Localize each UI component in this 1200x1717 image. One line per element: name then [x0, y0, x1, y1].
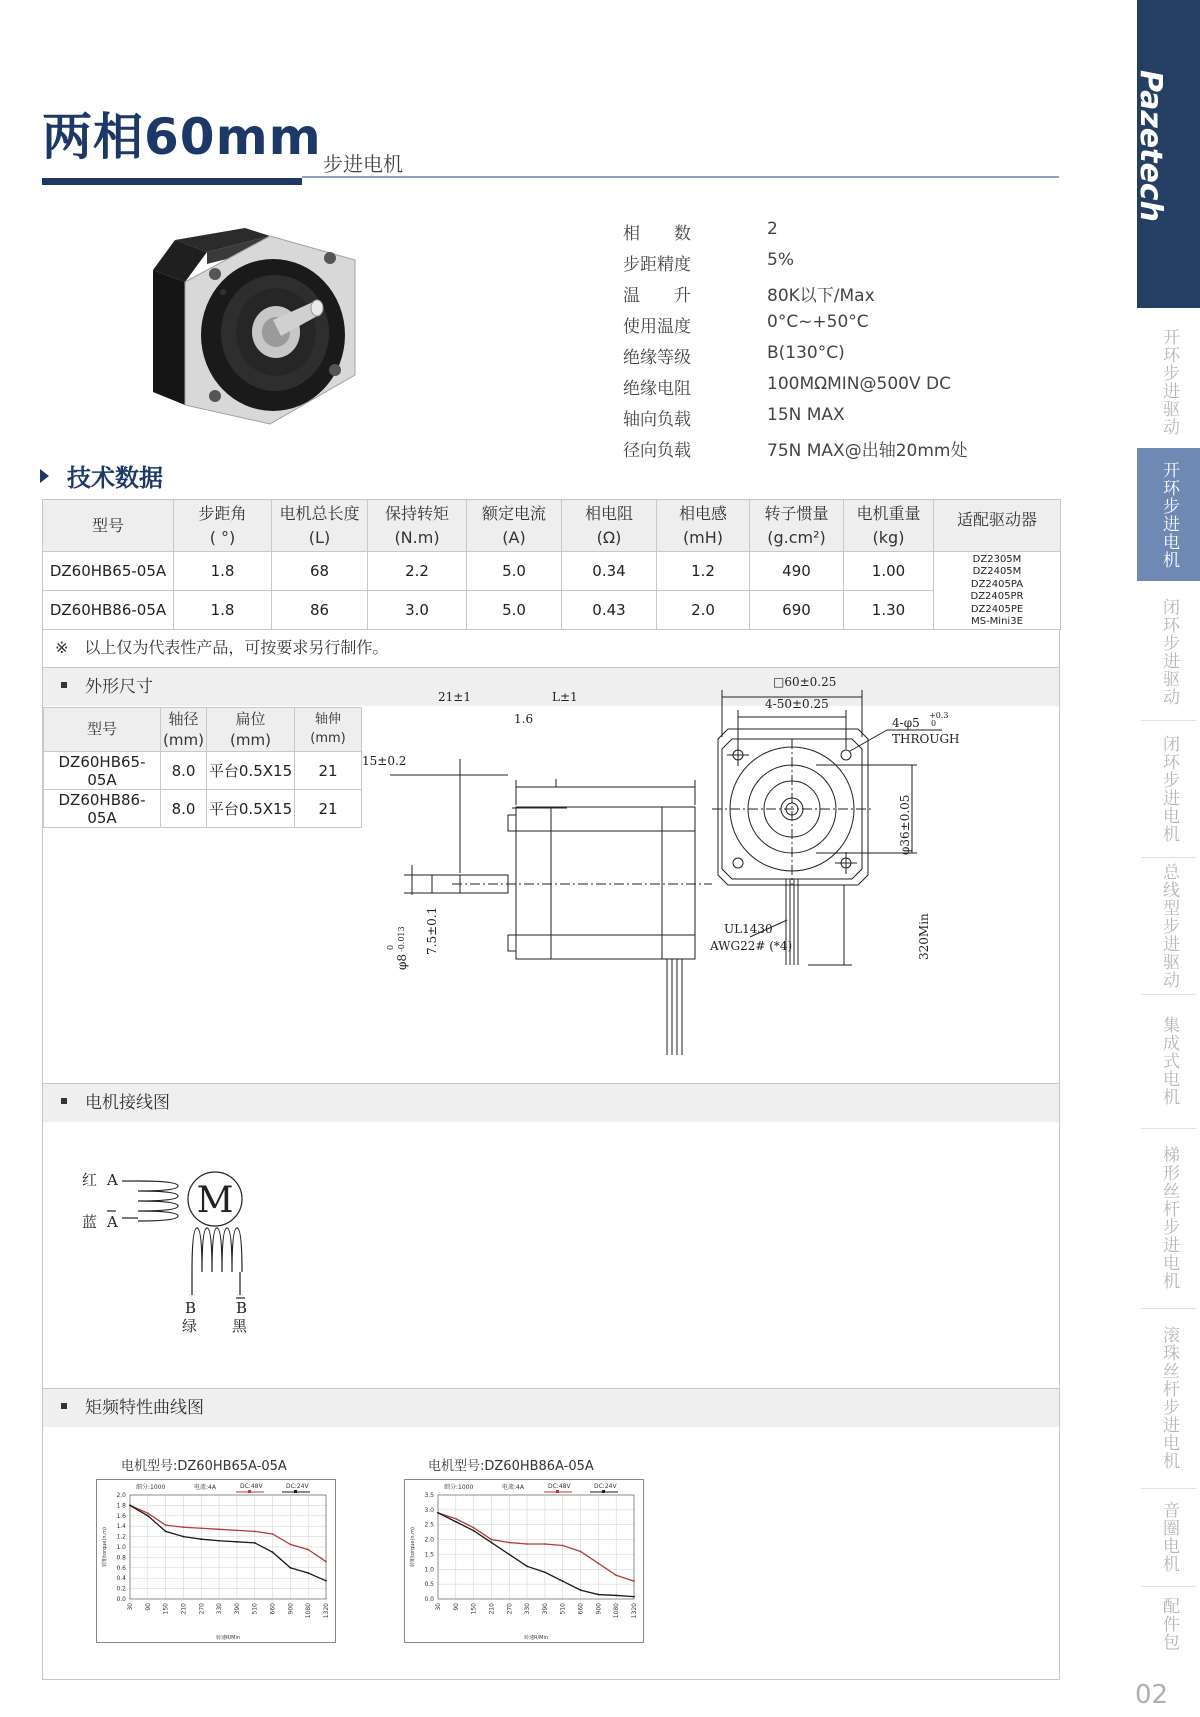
data-point — [491, 1542, 493, 1544]
spec-value: 75N MAX@出轴20mm处 — [767, 441, 968, 461]
column-header: 保持转矩 (N.m) — [368, 500, 467, 552]
x-tick-label: 390 — [233, 1603, 241, 1615]
wire-color-label: 绿 — [182, 1317, 198, 1335]
chart-title: 电机型号:DZ60HB86A-05A — [428, 1459, 594, 1474]
driver-item: DZ2405PE — [970, 603, 1024, 615]
column-header: 轴径 (mm) — [161, 708, 207, 752]
y-tick-label: 0.5 — [424, 1581, 434, 1589]
x-tick-label: 90 — [452, 1603, 460, 1611]
data-point — [307, 1549, 309, 1551]
page-subtitle: 步进电机 — [323, 152, 403, 176]
data-point — [254, 1531, 256, 1533]
sidebar-item-label: 总线型步进驱动 — [1159, 862, 1179, 989]
table-cell: 86 — [272, 591, 368, 630]
legend-marker — [602, 1490, 605, 1493]
spec-value: 15N MAX — [767, 405, 845, 425]
y-tick-label: 2.5 — [424, 1521, 434, 1529]
wire-label: A — [107, 1213, 118, 1231]
data-point — [289, 1567, 291, 1569]
data-point — [615, 1595, 617, 1597]
data-point — [289, 1544, 291, 1546]
data-point — [437, 1512, 439, 1514]
sidebar-item-label: 音圈电机 — [1159, 1501, 1179, 1573]
driver-item: MS-Mini3E — [971, 616, 1023, 627]
table-cell: DZ60HB65-05A — [44, 752, 161, 790]
dim-label: -0.013 — [397, 926, 406, 952]
dim-label: 0 — [386, 944, 395, 950]
x-axis-label: 转速R/Min — [523, 1635, 549, 1641]
x-tick-label: 30 — [435, 1603, 442, 1611]
dim-label: 0 — [931, 719, 937, 728]
sidebar-item-label: 滚珠丝杆步进电机 — [1159, 1326, 1179, 1470]
legend-current: 电流:4A — [194, 1484, 216, 1491]
section-bar-curves — [42, 1389, 1060, 1427]
spec-row — [623, 250, 1043, 281]
x-tick-label: 1080 — [613, 1603, 621, 1619]
data-point — [597, 1594, 599, 1596]
y-tick-label: 2.0 — [116, 1492, 126, 1499]
wire-label: B — [185, 1299, 197, 1317]
x-tick-label: 90 — [144, 1603, 152, 1611]
data-point — [562, 1580, 564, 1582]
table-cell: 0.43 — [562, 591, 657, 630]
sidebar-item-open-loop-motor[interactable] — [1137, 448, 1200, 581]
square-bullet-icon — [61, 1403, 67, 1409]
wire-color-label: 红 — [82, 1171, 98, 1189]
spec-key: 温 升 — [623, 286, 691, 306]
data-point — [562, 1545, 564, 1547]
legend-marker — [248, 1490, 251, 1493]
spec-value: 5% — [767, 250, 794, 270]
y-tick-label: 1.0 — [116, 1544, 126, 1551]
dim-label: AWG22# (*4) — [710, 939, 793, 953]
data-point — [491, 1539, 493, 1541]
legend-marker — [556, 1490, 559, 1493]
data-point — [325, 1580, 327, 1582]
data-point — [580, 1551, 582, 1553]
data-point — [580, 1589, 582, 1591]
spec-row — [623, 436, 1043, 467]
tech-data-table — [42, 499, 1061, 630]
table-cell: 2.0 — [657, 591, 750, 630]
sidebar-item-label: 梯形丝杆步进电机 — [1159, 1146, 1179, 1290]
table-cell: 5.0 — [467, 552, 562, 591]
x-tick-label: 510 — [559, 1603, 567, 1615]
table-cell: 1.30 — [844, 591, 934, 630]
table-row — [44, 790, 362, 828]
data-point — [473, 1527, 475, 1529]
data-point — [526, 1565, 528, 1567]
driver-item: DZ2305M — [972, 553, 1022, 565]
data-point — [508, 1542, 510, 1544]
sidebar-item-integrated-motor[interactable] — [1137, 996, 1200, 1126]
y-tick-label: 1.8 — [116, 1502, 126, 1510]
table-cell: DZ60HB86-05A — [43, 591, 174, 630]
brand-block — [1133, 0, 1200, 308]
legend-series: DC:48V — [548, 1483, 571, 1490]
table-cell: 1.8 — [174, 591, 272, 630]
dim-label: L±1 — [552, 690, 578, 704]
column-header: 型号 — [43, 500, 174, 552]
table-cell: DZ60HB65-05A — [43, 552, 174, 591]
x-tick-label: 210 — [180, 1603, 188, 1615]
data-point — [633, 1580, 635, 1582]
y-tick-label: 0.0 — [424, 1596, 434, 1603]
y-axis-label: 转矩torque(n.m) — [410, 1527, 416, 1567]
sidebar-divider — [1141, 994, 1196, 995]
y-tick-label: 1.5 — [424, 1551, 434, 1559]
wire-label: B — [236, 1299, 248, 1317]
sidebar-item-trapezoidal-screw-motor[interactable] — [1137, 1130, 1200, 1306]
x-axis-label: 转速R/Min — [215, 1635, 241, 1641]
spec-row — [623, 343, 1043, 374]
data-point — [615, 1574, 617, 1576]
table-cell: 8.0 — [161, 790, 207, 828]
column-header: 扁位 (mm) — [207, 708, 295, 752]
table-header-row — [43, 500, 1061, 552]
table-row — [44, 752, 362, 790]
data-point — [183, 1526, 185, 1528]
table-cell: 8.0 — [161, 752, 207, 790]
spec-row — [623, 219, 1043, 250]
x-tick-label: 330 — [216, 1603, 224, 1615]
x-tick-label: 150 — [470, 1603, 478, 1615]
sidebar-divider — [1141, 720, 1196, 721]
wire-color-label: 蓝 — [82, 1213, 98, 1231]
table-cell: 2.2 — [368, 552, 467, 591]
section-title: 矩频特性曲线图 — [85, 1398, 204, 1418]
wire-color-label: 黑 — [232, 1317, 248, 1335]
dimension-drawing — [362, 675, 1042, 1075]
table-row — [43, 552, 1061, 591]
dim-label: UL1430 — [724, 922, 773, 936]
data-point — [254, 1542, 256, 1544]
sidebar-item-closed-loop-motor[interactable] — [1137, 722, 1200, 855]
sidebar-item-label: 闭环步进电机 — [1159, 734, 1179, 843]
y-tick-label: 3.5 — [424, 1492, 434, 1499]
y-tick-label: 0.0 — [116, 1596, 126, 1603]
spec-value: B(130°C) — [767, 343, 845, 363]
table-row — [43, 591, 1061, 630]
sidebar-item-label: 开环步进电机 — [1159, 460, 1179, 569]
sidebar-item-label: 闭环步进驱动 — [1159, 597, 1179, 706]
y-axis-label: 转矩torque(n.m) — [102, 1527, 108, 1567]
spec-row — [623, 374, 1043, 405]
data-point — [218, 1540, 220, 1542]
spec-key: 绝缘电阻 — [623, 379, 691, 399]
dim-label: +0.3 — [929, 711, 949, 720]
sidebar-divider — [1141, 1488, 1196, 1489]
section-heading-text: 技术数据 — [67, 464, 163, 492]
dim-label: 320Min — [917, 913, 931, 960]
data-point — [272, 1533, 274, 1535]
table-cell: 3.0 — [368, 591, 467, 630]
chart-frame — [97, 1480, 336, 1643]
section-title: 电机接线图 — [85, 1093, 170, 1113]
sidebar-divider — [1141, 1586, 1196, 1587]
data-point — [236, 1529, 238, 1531]
table-header-row — [44, 708, 362, 752]
legend-series: DC:48V — [240, 1483, 263, 1490]
category-sidebar — [1133, 0, 1200, 1717]
page-number: 02 — [1135, 1680, 1169, 1710]
data-point — [147, 1512, 149, 1514]
data-point — [455, 1521, 457, 1523]
sidebar-item-closed-loop-driver[interactable] — [1137, 585, 1200, 718]
motor-symbol: M — [196, 1180, 234, 1221]
data-point — [165, 1531, 167, 1533]
dim-label: φ8 — [395, 953, 409, 970]
section-bar-wiring — [42, 1084, 1060, 1122]
driver-item: DZ2405M — [972, 566, 1022, 577]
x-tick-label: 1320 — [323, 1603, 330, 1619]
sidebar-divider — [1141, 1308, 1196, 1309]
y-tick-label: 3.0 — [424, 1506, 434, 1514]
legend-series: DC:24V — [594, 1483, 617, 1490]
driver-item: DZ2405PR — [970, 591, 1024, 602]
dim-label: 15±0.2 — [362, 754, 407, 768]
spec-key: 步距精度 — [623, 255, 691, 275]
spec-key: 轴向负载 — [623, 410, 691, 430]
spec-value: 0°C~+50°C — [767, 312, 869, 332]
sidebar-item-ball-screw-motor[interactable] — [1137, 1310, 1200, 1486]
column-header: 电机总长度 (L) — [272, 500, 368, 552]
spec-value: 100MΩMIN@500V DC — [767, 374, 951, 394]
sidebar-item-label: 集成式电机 — [1159, 1016, 1179, 1106]
sidebar-item-accessories[interactable] — [1137, 1588, 1200, 1660]
wiring-diagram — [78, 1155, 278, 1340]
column-header: 轴伸 (mm) — [295, 708, 362, 752]
data-point — [200, 1527, 202, 1529]
dim-label: φ36±0.05 — [898, 794, 912, 855]
x-tick-label: 330 — [524, 1603, 532, 1615]
y-tick-label: 0.8 — [116, 1554, 126, 1562]
y-tick-label: 1.4 — [116, 1523, 126, 1531]
table-cell: 21 — [295, 790, 362, 828]
column-header: 步距角 ( °) — [174, 500, 272, 552]
data-point — [200, 1538, 202, 1540]
x-tick-label: 210 — [488, 1603, 496, 1615]
spec-key: 径向负载 — [623, 441, 691, 461]
y-tick-label: 0.2 — [116, 1585, 126, 1593]
x-tick-label: 900 — [595, 1603, 603, 1615]
chart-frame — [405, 1480, 644, 1643]
x-tick-label: 390 — [541, 1603, 549, 1615]
column-header: 适配驱动器 — [934, 500, 1061, 552]
table-cell: 68 — [272, 552, 368, 591]
table-cell: 5.0 — [467, 591, 562, 630]
table-cell: 平台0.5X15 — [207, 790, 295, 828]
data-point — [218, 1528, 220, 1530]
table-cell: 1.8 — [174, 552, 272, 591]
data-point — [307, 1572, 309, 1574]
data-point — [147, 1515, 149, 1517]
data-point — [633, 1596, 635, 1598]
spec-value: 80K以下/Max — [767, 286, 875, 306]
page-title: 两相60mm — [42, 108, 322, 166]
spec-value: 2 — [767, 219, 778, 239]
data-point — [526, 1543, 528, 1545]
column-header: 额定电流 (A) — [467, 500, 562, 552]
data-point — [544, 1543, 546, 1545]
x-tick-label: 150 — [162, 1603, 170, 1615]
motor-product-image — [145, 200, 370, 425]
x-tick-label: 900 — [287, 1603, 295, 1615]
data-point — [544, 1571, 546, 1573]
x-tick-label: 270 — [198, 1603, 206, 1615]
data-point — [325, 1561, 327, 1563]
section-heading-tech-data — [40, 458, 163, 493]
y-tick-label: 0.6 — [116, 1564, 126, 1572]
data-point — [165, 1524, 167, 1526]
legend-series: DC:24V — [286, 1483, 309, 1490]
triangle-bullet-icon — [40, 469, 49, 483]
driver-list-cell — [934, 552, 1061, 630]
x-tick-label: 270 — [506, 1603, 514, 1615]
table-cell: 490 — [750, 552, 844, 591]
spec-row — [623, 312, 1043, 343]
dim-label: □60±0.25 — [773, 675, 837, 689]
table-cell: 1.2 — [657, 552, 750, 591]
brand-logo: Pazetech — [1133, 70, 1168, 222]
sidebar-item-bus-driver[interactable] — [1137, 859, 1200, 992]
dim-label: THROUGH — [892, 732, 960, 746]
dim-label: 4-φ5 — [892, 716, 920, 730]
square-bullet-icon — [61, 1098, 67, 1104]
torque-chart-86 — [404, 1479, 644, 1644]
data-point — [508, 1554, 510, 1556]
x-tick-label: 30 — [127, 1603, 134, 1611]
square-bullet-icon — [61, 682, 67, 688]
y-tick-label: 1.6 — [116, 1512, 126, 1520]
column-header: 相电感 (mH) — [657, 500, 750, 552]
section-title: 外形尺寸 — [85, 677, 153, 697]
x-tick-label: 1080 — [305, 1603, 313, 1619]
spec-key: 相 数 — [623, 224, 691, 244]
x-tick-label: 1320 — [631, 1603, 638, 1619]
x-tick-label: 660 — [269, 1603, 277, 1615]
column-header: 电机重量 (kg) — [844, 500, 934, 552]
y-tick-label: 0.4 — [116, 1575, 126, 1583]
chart-title: 电机型号:DZ60HB65A-05A — [121, 1459, 287, 1474]
spec-key: 使用温度 — [623, 317, 691, 337]
data-point — [236, 1541, 238, 1543]
table-cell: 平台0.5X15 — [207, 752, 295, 790]
x-tick-label: 660 — [577, 1603, 585, 1615]
sidebar-item-label: 开环步进驱动 — [1159, 328, 1179, 436]
y-tick-label: 1.0 — [424, 1566, 434, 1574]
sidebar-divider — [1141, 857, 1196, 858]
legend-subdivision: 细分:1000 — [136, 1484, 166, 1491]
spec-key: 绝缘等级 — [623, 348, 691, 368]
spec-row — [623, 405, 1043, 436]
data-point — [129, 1505, 131, 1507]
dim-label: 1.6 — [514, 712, 534, 726]
sidebar-item-voice-coil-motor[interactable] — [1137, 1490, 1200, 1584]
driver-item: DZ2405PA — [970, 578, 1024, 590]
dim-label: 21±1 — [438, 690, 471, 704]
data-point — [455, 1518, 457, 1520]
data-point — [473, 1530, 475, 1532]
sidebar-item-open-loop-driver[interactable] — [1137, 318, 1200, 446]
dim-label: 4-50±0.25 — [765, 697, 829, 711]
dimension-table — [43, 707, 362, 828]
column-header: 相电阻 (Ω) — [562, 500, 657, 552]
y-tick-label: 2.0 — [424, 1536, 434, 1544]
title-underline — [42, 178, 302, 185]
table-cell: 0.34 — [562, 552, 657, 591]
legend-current: 电流:4A — [502, 1484, 524, 1491]
table-cell: 21 — [295, 752, 362, 790]
data-point — [597, 1562, 599, 1564]
table-cell: 1.00 — [844, 552, 934, 591]
table-cell: 690 — [750, 591, 844, 630]
section-bar-dimensions — [42, 668, 1060, 706]
title-rule — [302, 176, 1059, 178]
legend-marker — [294, 1490, 297, 1493]
data-point — [183, 1536, 185, 1538]
data-point — [272, 1551, 274, 1553]
x-tick-label: 510 — [251, 1603, 259, 1615]
legend-subdivision: 细分:1000 — [444, 1484, 474, 1491]
dim-label: 7.5±0.1 — [425, 906, 439, 955]
wire-label: A — [107, 1171, 118, 1189]
column-header: 转子惯量 (g.cm²) — [750, 500, 844, 552]
column-header: 型号 — [44, 708, 161, 752]
table-cell: DZ60HB86-05A — [44, 790, 161, 828]
sidebar-divider — [1141, 1128, 1196, 1129]
table-footnote: ※ 以上仅为代表性产品，可按要求另行制作。 — [42, 630, 1060, 668]
torque-chart-65 — [96, 1479, 336, 1644]
spec-row — [623, 281, 1043, 312]
sidebar-item-label: 配件包 — [1159, 1597, 1179, 1651]
y-tick-label: 1.2 — [116, 1533, 126, 1541]
